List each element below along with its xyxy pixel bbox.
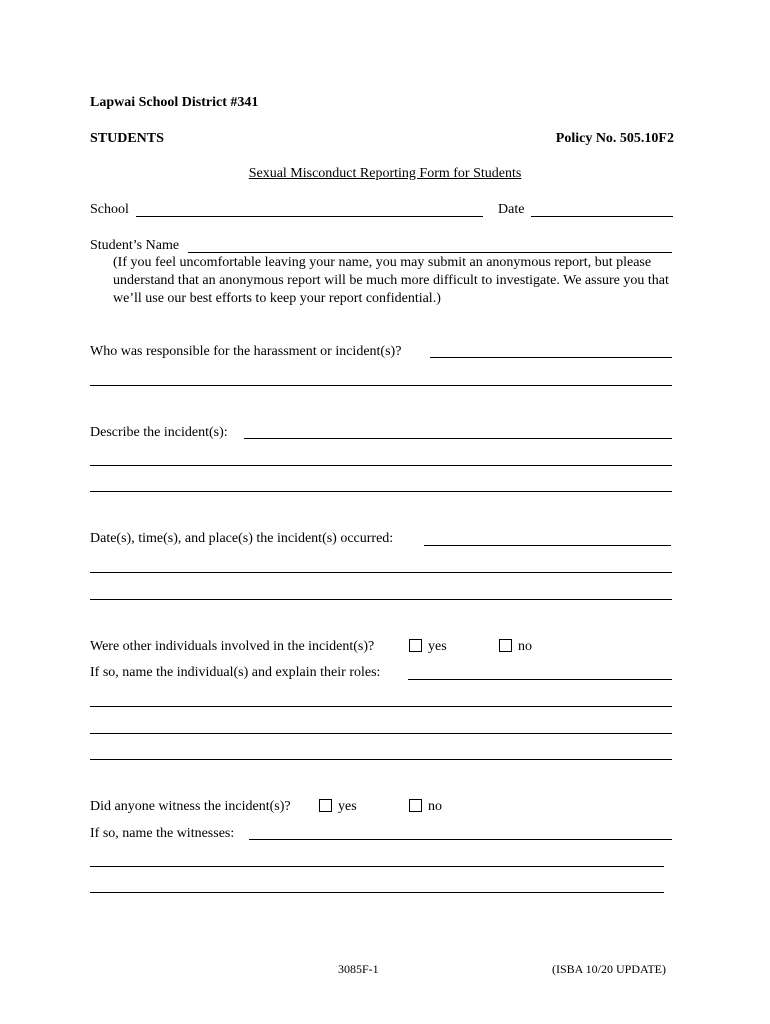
- others-yes-checkbox[interactable]: [409, 639, 422, 652]
- others-names-field-line-4[interactable]: [90, 759, 672, 760]
- date-label: Date: [498, 202, 525, 217]
- others-no-label: no: [518, 639, 532, 654]
- witness-no-checkbox[interactable]: [409, 799, 422, 812]
- describe-field[interactable]: [244, 438, 672, 439]
- others-names-field[interactable]: [408, 679, 672, 680]
- witness-yes-checkbox[interactable]: [319, 799, 332, 812]
- others-yes-label: yes: [428, 639, 447, 654]
- witness-names-question: If so, name the witnesses:: [90, 826, 235, 841]
- describe-field-line-2[interactable]: [90, 465, 672, 466]
- dates-field-line-3[interactable]: [90, 599, 672, 600]
- school-field[interactable]: [136, 216, 483, 217]
- responsible-field[interactable]: [430, 357, 672, 358]
- responsible-question: Who was responsible for the harassment or incident(s)?: [90, 344, 402, 359]
- policy-number: Policy No. 505.10F2: [555, 131, 674, 146]
- dates-field-line-2[interactable]: [90, 572, 672, 573]
- anonymous-note: (If you feel uncomfortable leaving your name, you may submit an anonymous report, but please understand that an anonymous report will be much more difficult to investigate. We assure you that we’ll use our best efforts to keep your report confidential.): [113, 255, 669, 306]
- school-label: School: [90, 202, 129, 217]
- witness-yes-label: yes: [338, 799, 357, 814]
- others-names-field-line-3[interactable]: [90, 733, 672, 734]
- witness-names-field[interactable]: [249, 839, 672, 840]
- form-number: 3085F-1: [338, 962, 379, 976]
- describe-question: Describe the incident(s):: [90, 425, 228, 440]
- witness-names-field-line-2[interactable]: [90, 866, 664, 867]
- others-names-field-line-2[interactable]: [90, 706, 672, 707]
- student-name-field[interactable]: [188, 252, 672, 253]
- witness-names-field-line-3[interactable]: [90, 892, 664, 893]
- others-question: Were other individuals involved in the incident(s)?: [90, 639, 375, 654]
- section-heading: STUDENTS: [90, 131, 164, 146]
- date-field[interactable]: [531, 216, 673, 217]
- witness-question: Did anyone witness the incident(s)?: [90, 799, 291, 814]
- dates-field[interactable]: [424, 545, 671, 546]
- dates-question: Date(s), time(s), and place(s) the incident(s) occurred:: [90, 531, 394, 546]
- describe-field-line-3[interactable]: [90, 491, 672, 492]
- others-names-question: If so, name the individual(s) and explain their roles:: [90, 665, 381, 680]
- district-name: Lapwai School District #341: [90, 95, 259, 110]
- responsible-field-line-2[interactable]: [90, 385, 672, 386]
- witness-no-label: no: [428, 799, 442, 814]
- others-no-checkbox[interactable]: [499, 639, 512, 652]
- update-note: (ISBA 10/20 UPDATE): [551, 962, 666, 976]
- form-title: Sexual Misconduct Reporting Form for Students: [248, 166, 522, 181]
- student-name-label: Student’s Name: [90, 238, 180, 253]
